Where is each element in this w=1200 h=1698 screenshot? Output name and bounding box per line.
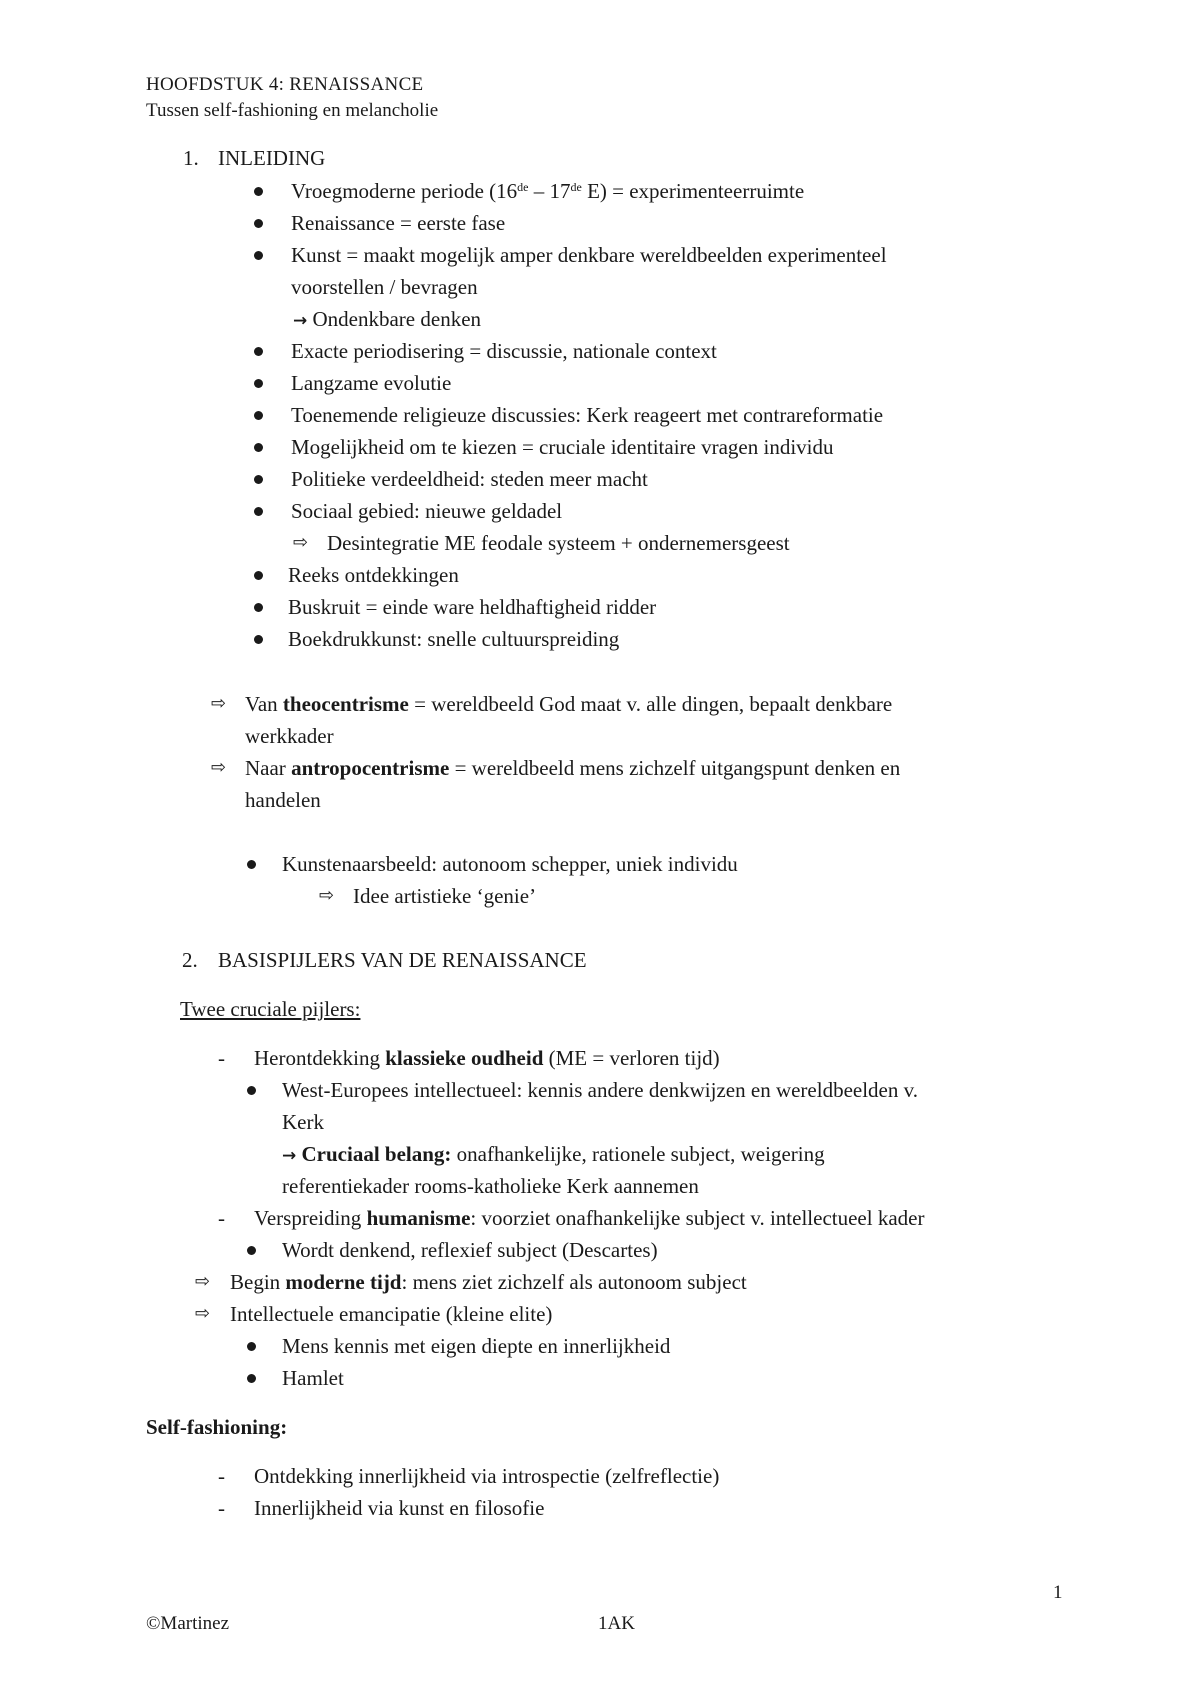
list-item-introspectie: Ontdekking innerlijkheid via introspectie (zelfreflectie) [254, 1464, 720, 1488]
dash-marker: - [218, 1206, 225, 1230]
list-item-ontdekkingen: Reeks ontdekkingen [288, 563, 459, 587]
list-item-innerlijkheid: Mens kennis met eigen diepte en innerlijkheid [282, 1334, 671, 1358]
bullet-icon [254, 635, 263, 644]
list-item-denkend-subject: Wordt denkend, reflexief subject (Descartes) [282, 1238, 658, 1262]
list-item-ondenkbare: → Ondenkbare denken [293, 307, 482, 331]
bullet-icon [254, 411, 263, 420]
list-item-mogelijkheid: Mogelijkheid om te kiezen = cruciale identitaire vragen individu [291, 435, 834, 459]
list-item-cruciaal-belang: → Cruciaal belang: onafhankelijke, rationele subject, weigering [282, 1142, 825, 1166]
bullet-icon [254, 379, 263, 388]
list-item-renaissance: Renaissance = eerste fase [291, 211, 506, 235]
footer-course: 1AK [598, 1613, 635, 1634]
white-arrow-icon: ⇨ [195, 1303, 211, 1324]
list-item-cruciaal-belang-cont: referentiekader rooms-katholieke Kerk aannemen [282, 1174, 699, 1198]
bullet-icon [254, 219, 263, 228]
white-arrow-icon: ⇨ [211, 757, 227, 778]
list-item-evolutie: Langzame evolutie [291, 371, 452, 395]
bullet-icon [254, 603, 263, 612]
bullet-icon [254, 251, 263, 260]
list-item-buskruit: Buskruit = einde ware heldhaftigheid ridder [288, 595, 657, 619]
bullet-icon [247, 860, 256, 869]
page-number: 1 [1053, 1582, 1063, 1603]
list-item-kunst: Kunst = maakt mogelijk amper denkbare wereldbeelden experimenteel [291, 243, 887, 267]
dash-marker: - [218, 1464, 225, 1488]
list-item-west-europees-cont: Kerk [282, 1110, 324, 1134]
list-item-hamlet: Hamlet [282, 1366, 344, 1390]
section-2-heading: BASISPIJLERS VAN DE RENAISSANCE [218, 948, 587, 972]
white-arrow-icon: ⇨ [293, 532, 309, 553]
antropocentrisme-line: Naar antropocentrisme = wereldbeeld mens zichzelf uitgangspunt denken en [245, 756, 901, 780]
section-1-number: 1. [183, 146, 199, 170]
self-fashioning-heading: Self-fashioning: [146, 1415, 288, 1439]
list-item-kunst-filosofie: Innerlijkheid via kunst en filosofie [254, 1496, 545, 1520]
bullet-icon [247, 1086, 256, 1095]
begin-moderne-tijd: Begin moderne tijd: mens ziet zichzelf als autonoom subject [230, 1270, 747, 1294]
dash-marker: - [218, 1496, 225, 1520]
bullet-icon [254, 507, 263, 516]
list-item-kunst-cont: voorstellen / bevragen [291, 275, 478, 299]
list-item-religieuze: Toenemende religieuze discussies: Kerk reageert met contrareformatie [291, 403, 884, 427]
bullet-icon [247, 1342, 256, 1351]
bullet-icon [254, 571, 263, 580]
section-1-heading: INLEIDING [218, 146, 326, 170]
pillar-humanisme: Verspreiding humanisme: voorziet onafhankelijke subject v. intellectueel kader [254, 1206, 925, 1230]
arrow-right-icon: → [293, 311, 308, 331]
section-2-number: 2. [182, 948, 198, 972]
list-item-politieke: Politieke verdeeldheid: steden meer macht [291, 467, 648, 491]
antropocentrisme-line-cont: handelen [245, 788, 321, 812]
list-item-vroegmoderne: Vroegmoderne periode (16de – 17de E) = experimenteerruimte [291, 179, 805, 203]
list-item-kunstenaarsbeeld: Kunstenaarsbeeld: autonoom schepper, uniek individu [282, 852, 738, 876]
bullet-icon [254, 443, 263, 452]
bullet-icon [247, 1246, 256, 1255]
bullet-icon [254, 475, 263, 484]
dash-marker: - [218, 1046, 225, 1070]
white-arrow-icon: ⇨ [319, 885, 335, 906]
bullet-icon [254, 347, 263, 356]
bullet-icon [247, 1374, 256, 1383]
chapter-title: HOOFDSTUK 4: RENAISSANCE [146, 74, 424, 95]
theocentrisme-line-cont: werkkader [245, 724, 334, 748]
list-item-west-europees: West-Europees intellectueel: kennis andere denkwijzen en wereldbeelden v. [282, 1078, 919, 1102]
list-item-boekdrukkunst: Boekdrukkunst: snelle cultuurspreiding [288, 627, 620, 651]
pillars-label: Twee cruciale pijlers: [180, 997, 361, 1021]
arrow-right-icon: → [282, 1146, 297, 1166]
list-item-periodisering: Exacte periodisering = discussie, nationale context [291, 339, 717, 363]
theocentrisme-line: Van theocentrisme = wereldbeeld God maat v. alle dingen, bepaalt denkbare [245, 692, 893, 716]
list-item-sociaal: Sociaal gebied: nieuwe geldadel [291, 499, 563, 523]
white-arrow-icon: ⇨ [195, 1271, 211, 1292]
white-arrow-icon: ⇨ [211, 693, 227, 714]
list-item-genie: Idee artistieke ‘genie’ [353, 884, 537, 908]
bullet-icon [254, 187, 263, 196]
list-item-desintegratie: Desintegratie ME feodale systeem + ondernemersgeest [327, 531, 790, 555]
pillar-klassieke-oudheid: Herontdekking klassieke oudheid (ME = verloren tijd) [254, 1046, 720, 1070]
intellectuele-emancipatie: Intellectuele emancipatie (kleine elite) [230, 1302, 553, 1326]
footer-author: ©Martinez [146, 1613, 230, 1634]
chapter-subtitle: Tussen self-fashioning en melancholie [146, 100, 439, 121]
